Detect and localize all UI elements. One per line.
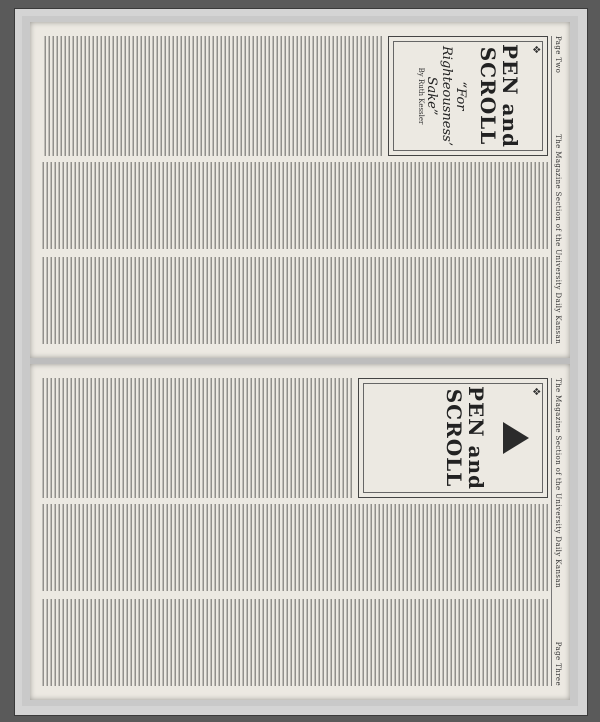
- page-three-title-banner: [358, 378, 548, 498]
- page-two-folio: Page Two: [554, 36, 562, 74]
- decorative-triangle-icon: [503, 422, 529, 454]
- page-three-folio: Page Three: [554, 641, 562, 686]
- page-three-rotated-content: [30, 364, 570, 700]
- page-two-publication-name: The Magazine Section of the University Daily Kansan: [554, 134, 562, 344]
- page-two-text-column: [42, 257, 548, 344]
- page-three-publication-name: The Magazine Section of the University Daily Kansan: [554, 378, 562, 588]
- page-two-title-banner: [388, 36, 548, 156]
- page-two-text-column-under-banner: [42, 36, 382, 156]
- page-two-text-column: [42, 162, 548, 249]
- page-three-section-title: PEN and SCROLL: [442, 385, 488, 490]
- page-two-rotated-content: [30, 22, 570, 358]
- article-byline: By Ruth Kessler: [417, 67, 425, 125]
- page-two-ornament-icon: ❖: [530, 45, 541, 54]
- page-two-running-head: [551, 36, 562, 344]
- page-two-text-columns: [42, 162, 548, 344]
- page-three-text-column-under-banner: [42, 378, 352, 498]
- page-three-ornament-icon: ❖: [530, 387, 541, 396]
- page-two: [30, 22, 570, 358]
- page-three-text-column: [42, 504, 548, 591]
- page-two-section-title: PEN and SCROLL: [476, 43, 522, 148]
- page-three: [30, 364, 570, 700]
- article-title: “For Righteousness’ Sake”: [424, 46, 468, 146]
- page-three-text-column: [42, 599, 548, 686]
- page-three-text-columns: [42, 504, 548, 686]
- page-three-running-head: [551, 378, 562, 686]
